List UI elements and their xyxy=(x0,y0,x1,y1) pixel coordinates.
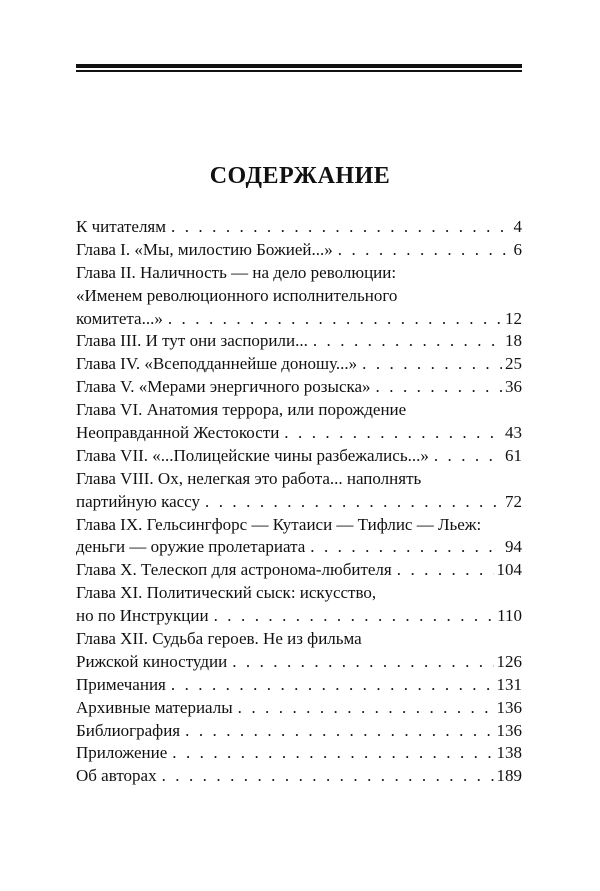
toc-page-number: 104 xyxy=(496,560,522,580)
dot-leader xyxy=(214,605,495,628)
toc-entry xyxy=(76,582,522,628)
dot-leader xyxy=(171,674,494,697)
toc-entry-title: Глава I. «Мы, милостию Божией...» xyxy=(76,239,333,259)
dot-leader xyxy=(168,308,502,331)
toc-entry xyxy=(76,514,522,560)
toc-entry-title: Глава VIII. Ох, нелегкая это работа... наполнять xyxy=(76,468,422,488)
dot-leader xyxy=(171,216,510,239)
toc-page-number: 94 xyxy=(505,537,522,557)
dot-leader xyxy=(310,536,502,559)
toc-page-number: 6 xyxy=(513,239,522,259)
toc-entry-title: Приложение xyxy=(76,743,168,763)
toc-page-number: 36 xyxy=(505,377,522,397)
toc-entry-title: Глава V. «Мерами энергичного розыска» xyxy=(76,377,371,397)
toc-entry-title: Рижской киностудии xyxy=(76,651,228,671)
toc-line xyxy=(76,720,522,743)
toc-line xyxy=(76,308,522,331)
toc-page-number: 4 xyxy=(513,217,522,236)
toc-entry-title: «Именем революционного исполнительного xyxy=(76,285,398,305)
dot-leader xyxy=(185,720,493,743)
toc-page-number: 136 xyxy=(496,720,522,740)
toc-line xyxy=(76,468,522,491)
toc-entry-title: Архивные материалы xyxy=(76,697,233,717)
toc-line xyxy=(76,628,522,651)
toc-entry-title: партийную кассу xyxy=(76,491,201,511)
toc-line xyxy=(76,445,522,468)
toc-entry-title: Глава IV. «Всеподданнейше доношу...» xyxy=(76,354,358,374)
toc-page-number: 72 xyxy=(505,491,522,511)
toc-page-number: 126 xyxy=(496,651,522,671)
toc-line xyxy=(76,422,522,445)
toc-entry xyxy=(76,697,522,720)
toc-line xyxy=(76,514,522,537)
toc-page-number: 43 xyxy=(505,423,522,443)
toc-page-number: 18 xyxy=(505,331,522,351)
toc-page-number: 136 xyxy=(496,697,522,717)
toc-line xyxy=(76,376,522,399)
toc-line xyxy=(76,536,522,559)
toc-line xyxy=(76,742,522,765)
toc-entry xyxy=(76,445,522,468)
dot-leader xyxy=(238,697,494,720)
toc-line xyxy=(76,330,522,353)
toc-entry-title: деньги — оружие пролетариата xyxy=(76,537,306,557)
header-rule-thin xyxy=(76,70,522,72)
toc-entry-title: Глава XI. Политический сыск: искусство, xyxy=(76,583,377,603)
toc-page-number: 61 xyxy=(505,445,522,465)
toc-entry-title: Глава IX. Гельсингфорс — Кутаиси — Тифлис — Льеж: xyxy=(76,514,482,534)
dot-leader xyxy=(172,742,493,765)
toc-entry xyxy=(76,399,522,445)
toc-line xyxy=(76,582,522,605)
toc-entry xyxy=(76,239,522,262)
toc-line xyxy=(76,285,522,308)
toc-entry xyxy=(76,559,522,582)
toc-page-number: 138 xyxy=(496,743,522,763)
toc-entry-title: Глава VII. «...Полицейские чины разбежались...» xyxy=(76,445,429,465)
toc-entry xyxy=(76,720,522,743)
toc-line xyxy=(76,399,522,422)
toc-entry-title: Библиография xyxy=(76,720,181,740)
dot-leader xyxy=(434,445,502,468)
page-title: СОДЕРЖАНИЕ xyxy=(209,163,391,189)
toc-line xyxy=(76,765,522,788)
table-of-contents xyxy=(76,216,522,788)
toc-line xyxy=(76,559,522,582)
toc-entry-title: Неоправданной Жестокости xyxy=(76,423,280,443)
dot-leader xyxy=(362,353,502,376)
toc-entry xyxy=(76,216,522,239)
dot-leader xyxy=(338,239,511,262)
toc-entry xyxy=(76,468,522,514)
toc-page-number: 110 xyxy=(497,606,522,626)
dot-leader xyxy=(284,422,502,445)
toc-entry-title: Глава VI. Анатомия террора, или порождение xyxy=(76,400,407,420)
toc-line xyxy=(76,216,522,239)
toc-entry-title: Об авторах xyxy=(76,766,157,786)
toc-entry-title: Примечания xyxy=(76,674,166,694)
toc-page-number: 189 xyxy=(496,766,522,786)
dot-leader xyxy=(397,559,494,582)
toc-page-number: 12 xyxy=(505,308,522,328)
toc-entry xyxy=(76,742,522,765)
toc-line xyxy=(76,697,522,720)
toc-entry-title: Глава XII. Судьба героев. Не из фильма xyxy=(76,629,362,649)
header-rule-thick xyxy=(76,64,522,68)
toc-entry xyxy=(76,262,522,331)
toc-entry-title: комитета...» xyxy=(76,308,163,328)
toc-entry xyxy=(76,353,522,376)
toc-line xyxy=(76,491,522,514)
dot-leader xyxy=(205,491,502,514)
toc-line xyxy=(76,651,522,674)
toc-entry xyxy=(76,765,522,788)
toc-page-number: 25 xyxy=(505,354,522,374)
dot-leader xyxy=(232,651,493,674)
toc-line xyxy=(76,353,522,376)
toc-entry xyxy=(76,330,522,353)
toc-line xyxy=(76,674,522,697)
toc-entry xyxy=(76,674,522,697)
toc-entry-title: но по Инструкции xyxy=(76,606,209,626)
toc-entry-title: Глава II. Наличность — на дело революции: xyxy=(76,262,397,282)
toc-entry-title: Глава III. И тут они заспорили... xyxy=(76,331,308,351)
toc-line xyxy=(76,239,522,262)
toc-entry xyxy=(76,628,522,674)
toc-entry-title: Глава X. Телескоп для астронома-любителя xyxy=(76,560,392,580)
toc-line xyxy=(76,262,522,285)
toc-page-number: 131 xyxy=(496,674,522,694)
dot-leader xyxy=(313,330,502,353)
toc-line xyxy=(76,605,522,628)
dot-leader xyxy=(162,765,494,788)
toc-entry xyxy=(76,376,522,399)
dot-leader xyxy=(376,376,502,399)
toc-entry-title: К читателям xyxy=(76,217,167,236)
